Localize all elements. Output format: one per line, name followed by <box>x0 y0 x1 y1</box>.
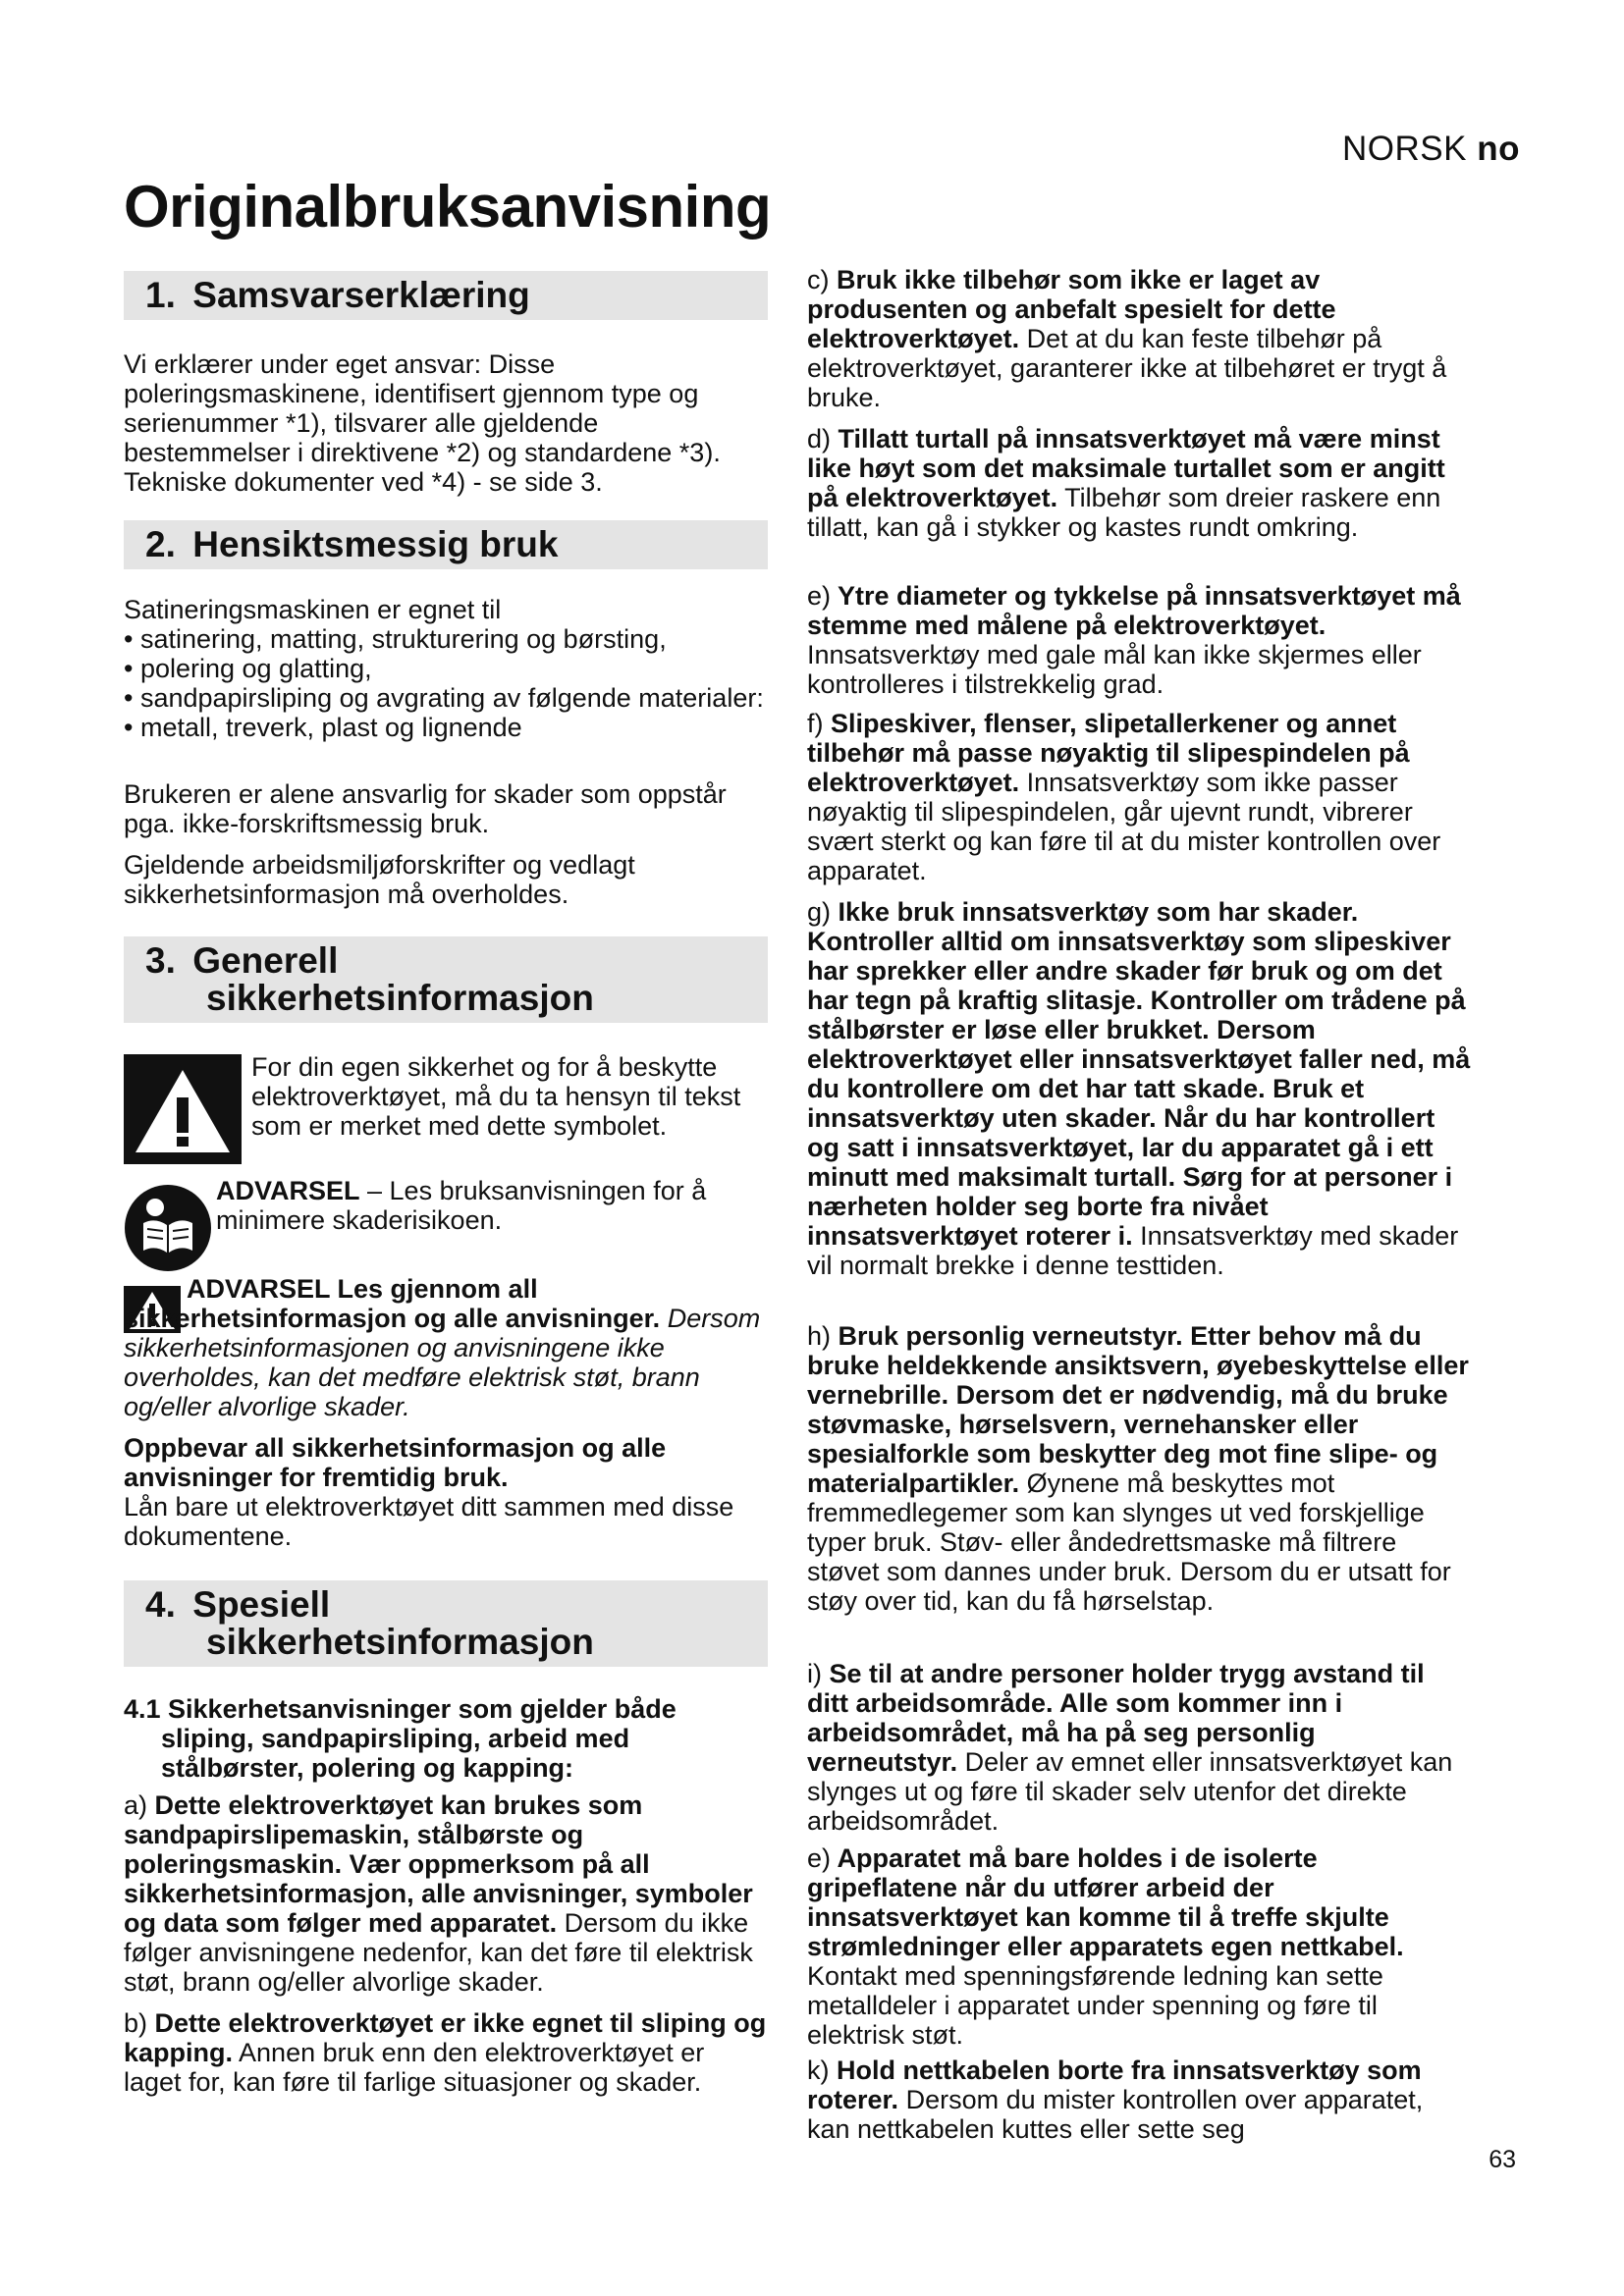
item-b: b) Dette elektroverktøyet er ikke egnet til sliping og kapping. Annen bruk enn den elektroverktøyet er laget for, kan føre til farlige situasjoner og skader. <box>124 2008 767 2097</box>
item-k: k) Hold nettkabelen borte fra innsatsverktøy som roterer. Dersom du mister kontrollen over apparatet, kan nettkabelen kuttes eller sette seg <box>807 2056 1424 2144</box>
item-h: h) Bruk personlig verneutstyr. Etter behov må du bruke heldekkende ansiktsvern, øyebeskyttelse eller vernebrille. Dersom det er nødvendig, må du bruke støvmaske, hørselsvern, vernehansker eller spesialforkle som beskytter deg mot fine slipe- og materialpartikler. Øynene må beskyttes mot fremmedlegemer som kan slynges ut ved forskjellige typer bruk. Støv- eller åndedrettsmaske må filtrere støvet som dannes under bruk. Dersom du er utsatt for støy over tid, kan du få hørselstap. <box>807 1321 1469 1616</box>
item-i: i) Se til at andre personer holder trygg avstand til ditt arbeidsområde. Alle som kommer inn i arbeidsområdet, må ha på seg personlig verneutstyr. Deler av emnet eller innsatsverktøyet kan slynges ut og føre til skader selv utenfor det direkte arbeidsområdet. <box>807 1659 1453 1836</box>
warning-symbol-text: For din egen sikkerhet og for å beskytte elektroverktøyet, må du ta hensyn til tekst som er merket med dette symbolet. <box>251 1052 741 1141</box>
section-heading-2: 2. Hensiktsmessig bruk <box>124 520 768 569</box>
sec1-text: Vi erklærer under eget ansvar: Disse poleringsmaskinene, identifisert gjennom type og serienummer *1), tilsvarer alle gjeldende bestemmelser i direktivene *2) og standardene *3). Tekniske dokumenter ved *4) - se side 3. <box>124 349 721 497</box>
item-d: d) Tillatt turtall på innsatsverktøyet må være minst like høyt som det maksimale turtallet som er angitt på elektroverktøyet. Tilbehør som dreier raskere enn tillatt, kan gå i stykker og kastes rundt omkring. <box>807 424 1445 542</box>
warning-triangle-icon <box>124 1054 242 1164</box>
read-manual-icon <box>124 1184 212 1272</box>
advarsel-paragraph: ADVARSEL Les gjennom all sikkerhetsinformasjon og alle anvisninger. Dersom sikkerhetsinformasjonen og anvisningene ikke overholdes, kan det medføre elektrisk støt, brann og/eller alvorlige skader. <box>124 1274 761 1421</box>
manual-warning: ADVARSEL – Les bruksanvisningen for å minimere skaderisikoen. <box>216 1176 707 1235</box>
list-item: • satinering, matting, strukturering og børsting, <box>124 624 667 654</box>
language-name: NORSK <box>1342 130 1467 168</box>
list-item: • sandpapirsliping og avgrating av følgende materialer: <box>124 683 764 713</box>
sec2-regulations: Gjeldende arbeidsmiljøforskrifter og vedlagt sikkerhetsinformasjon må overholdes. <box>124 850 635 909</box>
item-e2: e) Apparatet må bare holdes i de isolerte gripeflatene når du utfører arbeid der innsatsverktøyet kan komme til å treffe skjulte strømledninger eller apparatets egen nettkabel. Kontakt med spenningsførende ledning kan sette metalldeler i apparatet under spenning og føre til elektrisk støt. <box>807 1843 1404 2050</box>
sec2-body <box>124 595 768 742</box>
section-heading-3: 3. Generell sikkerhetsinformasjon <box>124 936 768 1023</box>
section-heading-4: 4. Spesiell sikkerhetsinformasjon <box>124 1580 768 1667</box>
list-item: • polering og glatting, <box>124 654 372 683</box>
keep-instructions: Oppbevar all sikkerhetsinformasjon og alle anvisninger for fremtidig bruk. Lån bare ut elektroverktøyet ditt sammen med disse dokumentene. <box>124 1433 734 1551</box>
page-title: Originalbruksanvisning <box>124 174 772 240</box>
sec2-intro: Satineringsmaskinen er egnet til <box>124 595 502 624</box>
item-e: e) Ytre diameter og tykkelse på innsatsverktøyet må stemme med målene på elektroverktøyet. Innsatsverktøy med gale mål kan ikke skjermes eller kontrolleres i tilstrekkelig grad. <box>807 581 1461 699</box>
sec4-subheading: 4.1 Sikkerhetsanvisninger som gjelder både sliping, sandpapirsliping, arbeid med stålbørster, polering og kapping: <box>124 1694 677 1783</box>
list-item: • metall, treverk, plast og lignende <box>124 713 522 742</box>
page-number: 63 <box>1489 2146 1516 2173</box>
item-c: c) Bruk ikke tilbehør som ikke er laget av produsenten og anbefalt spesielt for dette elektroverktøyet. Det at du kan feste tilbehør på elektroverktøyet, garanterer ikke at tilbehøret er trygt å bruke. <box>807 265 1447 412</box>
sec2-responsibility: Brukeren er alene ansvarlig for skader som oppstår pga. ikke-forskriftsmessig bruk. <box>124 779 727 838</box>
item-g: g) Ikke bruk innsatsverktøy som har skader. Kontroller alltid om innsatsverktøy som slipeskiver har sprekker eller andre skader før bruk og om det har tegn på kraftig slitasje. Kontroller om trådene på stålbørster er løse eller brukket. Dersom elektroverktøyet eller innsatsverktøyet faller ned, må du kontrollere om det har tatt skade. Bruk et innsatsverktøy uten skader. Når du har kontrollert og satt i innsatsverktøyet, lar du apparatet gå i ett minutt med maksimalt turtall. Sørg for at personer i nærheten holder seg borte fra nivået innsatsverktøyet roterer i. Innsatsverktøy med skader vil normalt brekke i denne testtiden. <box>807 897 1471 1280</box>
language-code: no <box>1477 130 1520 168</box>
language-label <box>1342 130 1520 169</box>
item-f: f) Slipeskiver, flenser, slipetallerkener og annet tilbehør må passe nøyaktig til slipespindelen på elektroverktøyet. Innsatsverktøy som ikke passer nøyaktig til slipespindelen, går ujevnt rundt, vibrerer svært sterkt og kan føre til at du mister kontrollen over apparatet. <box>807 709 1441 885</box>
section-heading-1: 1. Samsvarserklæring <box>124 271 768 320</box>
item-a: a) Dette elektroverktøyet kan brukes som sandpapirslipemaskin, stålbørste og poleringsmaskin. Vær oppmerksom på all sikkerhetsinformasjon, alle anvisninger, symboler og data som følger med apparatet. Dersom du ikke følger anvisningene nedenfor, kan det føre til elektrisk støt, brann og/eller alvorlige skader. <box>124 1790 753 1997</box>
